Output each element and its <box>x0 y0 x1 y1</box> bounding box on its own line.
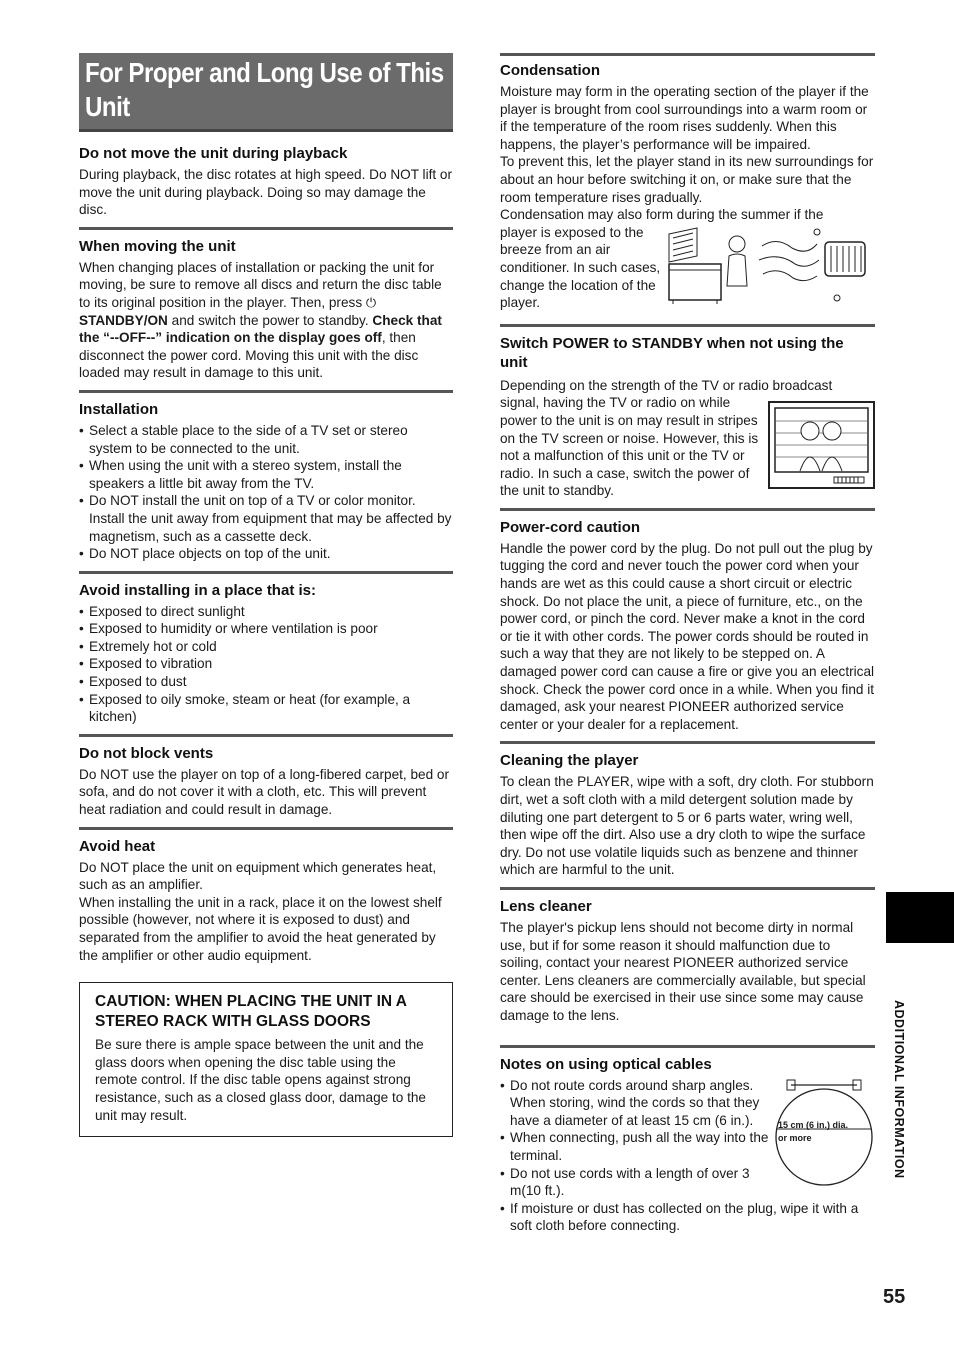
section-installation <box>79 390 453 563</box>
list-item: • Do NOT install the unit on top of a TV or color monitor. Install the unit away from equipment that may be affected by magnetism, such as a cassette deck. <box>79 492 453 545</box>
section-vents <box>79 734 453 819</box>
section-heading: Lens cleaner <box>500 897 592 915</box>
tv-illustration <box>768 401 875 489</box>
list-item: • If moisture or dust has collected on the plug, wipe it with a soft cloth before connecting. <box>500 1200 875 1235</box>
section-heading: Condensation <box>500 62 600 79</box>
list-item: • Exposed to oily smoke, steam or heat (for example, a kitchen) <box>79 691 453 726</box>
list-item: • Do not route cords around sharp angles. When storing, wind the cords so that they have a diameter of at least 15 cm (6 in.). <box>500 1077 875 1130</box>
section-body: signal, having the TV or radio on while power to the unit is on may result in stripes on the TV screen or noise. However, this is not a malfunction of this unit or the TV or radio. In such a case, switch the power of the unit to standby. <box>500 395 759 499</box>
caution-box <box>79 982 453 1137</box>
section-avoid-place <box>79 571 453 726</box>
section-body: Moisture may form in the operating section of the player if the player is brought from cool surroundings into a warm room or if the temperature of the room rises suddenly. When this happens, the player’s performance will be impaired. <box>500 84 869 152</box>
chapter-tab-marker <box>886 892 954 943</box>
bold-instruction: Check that the “--OFF--” indication on the display goes off <box>79 312 442 346</box>
caution-heading: CAUTION: WHEN PLACING THE UNIT IN A STEREO RACK WITH GLASS DOORS <box>95 993 407 1031</box>
air-conditioner-illustration <box>667 226 872 306</box>
page-title-banner <box>79 53 453 132</box>
power-icon: ⏻ <box>365 294 377 310</box>
section-body: Do NOT use the player on top of a long-fibered carpet, bed or sofa, and do not cover it with a cloth, etc. This will prevent heat radiation and could result in damage. <box>79 766 450 818</box>
figure-label: or more <box>778 1132 812 1143</box>
caution-body: Be sure there is ample space between the unit and the glass doors when opening the disc table using the remote control. If the disc table opens against strong resistance, such as a closed glass door, damage to the unit may result. <box>95 1037 426 1123</box>
side-tab-label: ADDITIONAL INFORMATION <box>892 1000 906 1179</box>
installation-list <box>79 422 453 563</box>
section-heading: Cleaning the player <box>500 752 639 770</box>
left-column <box>79 53 453 1137</box>
section-body: To clean the PLAYER, wipe with a soft, dry cloth. For stubborn dirt, wet a soft cloth with a mild detergent solution made by diluting one part detergent to 5 or 6 parts water, wring well, then wipe off the dirt. Also use a dry cloth to wipe the surface dry. Do not use volatile liquids such as benzene and thinner which are harmful to the unit. <box>500 774 874 878</box>
page-title: For Proper and Long Use of This Unit <box>85 57 444 122</box>
section-body: Condensation may also form during the summer if the <box>500 207 824 223</box>
section-power-cord <box>500 508 875 734</box>
section-optical <box>500 1045 875 1235</box>
section-heading: Do not block vents <box>79 744 214 762</box>
section-heading: Notes on using optical cables <box>500 1055 712 1073</box>
section-body: The player's pickup lens should not become dirty in normal use, but if for some reason it should malfunction due to soiling, contact your nearest PIONEER authorized service center. Lens cleaners are commercially available, but special care should be exercised in their use since some may cause damage to the lens. <box>500 919 866 1023</box>
section-heading: Do not move the unit during playback <box>79 145 348 162</box>
section-lens <box>500 887 875 1025</box>
section-body: To prevent this, let the player stand in its new surroundings for about an hour before switching it on, or make sure that the room temperature rises gradually. <box>500 154 874 205</box>
list-item: • Do not use cords with a length of over 3 m(10 ft.). <box>500 1165 875 1200</box>
section-heading: Switch POWER to STANDBY when not using the unit <box>500 334 844 371</box>
list-item: • Exposed to dust <box>79 673 453 691</box>
section-move-playback <box>79 132 453 219</box>
section-body: Depending on the strength of the TV or radio broadcast <box>500 377 833 393</box>
page-number: 55 <box>883 1286 906 1308</box>
list-item: • Do NOT place objects on top of the unit. <box>79 545 453 563</box>
section-body: When installing the unit in a rack, place it on the lowest shelf possible (however, not where it is exposed to dust) and separated from the amplifier to avoid the heat generated by the amplifier or other audio equipment. <box>79 894 442 963</box>
right-column <box>500 53 875 1235</box>
section-heading: When moving the unit <box>79 237 236 255</box>
list-item: • When using the unit with a stereo system, install the speakers a little bit away from the TV. <box>79 457 453 492</box>
section-body: player is exposed to the breeze from an air conditioner. In such cases, change the location of the player. <box>500 224 661 311</box>
section-heat <box>79 827 453 965</box>
list-item: • Exposed to humidity or where ventilation is poor <box>79 620 453 638</box>
list-item: • When connecting, push all the way into the terminal. <box>500 1129 875 1164</box>
section-body: Do NOT place the unit on equipment which generates heat, such as an amplifier. <box>79 859 437 893</box>
section-body <box>79 259 453 382</box>
section-standby <box>500 324 875 500</box>
standby-on-label: STANDBY/ON <box>79 312 168 328</box>
list-item: • Extremely hot or cold <box>79 638 453 656</box>
avoid-list <box>79 603 453 726</box>
body-text: When changing places of installation or packing the unit for moving, be sure to remove all discs and return the disc table to its original position in the player. Then, press <box>79 259 442 310</box>
list-item: • Select a stable place to the side of a TV set or stereo system to be connected to the unit. <box>79 422 453 457</box>
list-item: • Exposed to vibration <box>79 655 453 673</box>
section-body: Handle the power cord by the plug. Do not pull out the plug by tugging the cord and never touch the power cord when your hands are wet as this could cause a short circuit or electric shock. Do not place the unit, a piece of furniture, etc., on the power cord, or pinch the cord. Never make a knot in the cord or tie it with other cords. The power cords should be routed in such a way that they are not likely to be stepped on. A damaged power cord can cause a fire or give you an electrical shock. Check the power cord once in a while. When you find it damaged, ask your nearest PIONEER authorized service center or your dealer for a replacement. <box>500 540 875 732</box>
figure-label: 15 cm (6 in.) dia. <box>778 1119 849 1130</box>
section-moving <box>79 227 453 382</box>
section-heading: Avoid installing in a place that is: <box>79 581 316 599</box>
section-heading: Power-cord caution <box>500 518 641 536</box>
list-item: • Exposed to direct sunlight <box>79 603 453 621</box>
section-condensation <box>500 53 875 312</box>
section-heading: Installation <box>79 400 159 418</box>
optical-list <box>500 1077 875 1235</box>
section-heading: Avoid heat <box>79 837 156 855</box>
body-text: , then disconnect the power cord. Moving this unit with the disc loaded may result in damage to this unit. <box>79 330 419 381</box>
section-body: During playback, the disc rotates at high speed. Do NOT lift or move the unit during playback. Doing so may damage the disc. <box>79 167 453 218</box>
section-cleaning <box>500 741 875 879</box>
body-text: and switch the power to standby. <box>171 312 369 328</box>
